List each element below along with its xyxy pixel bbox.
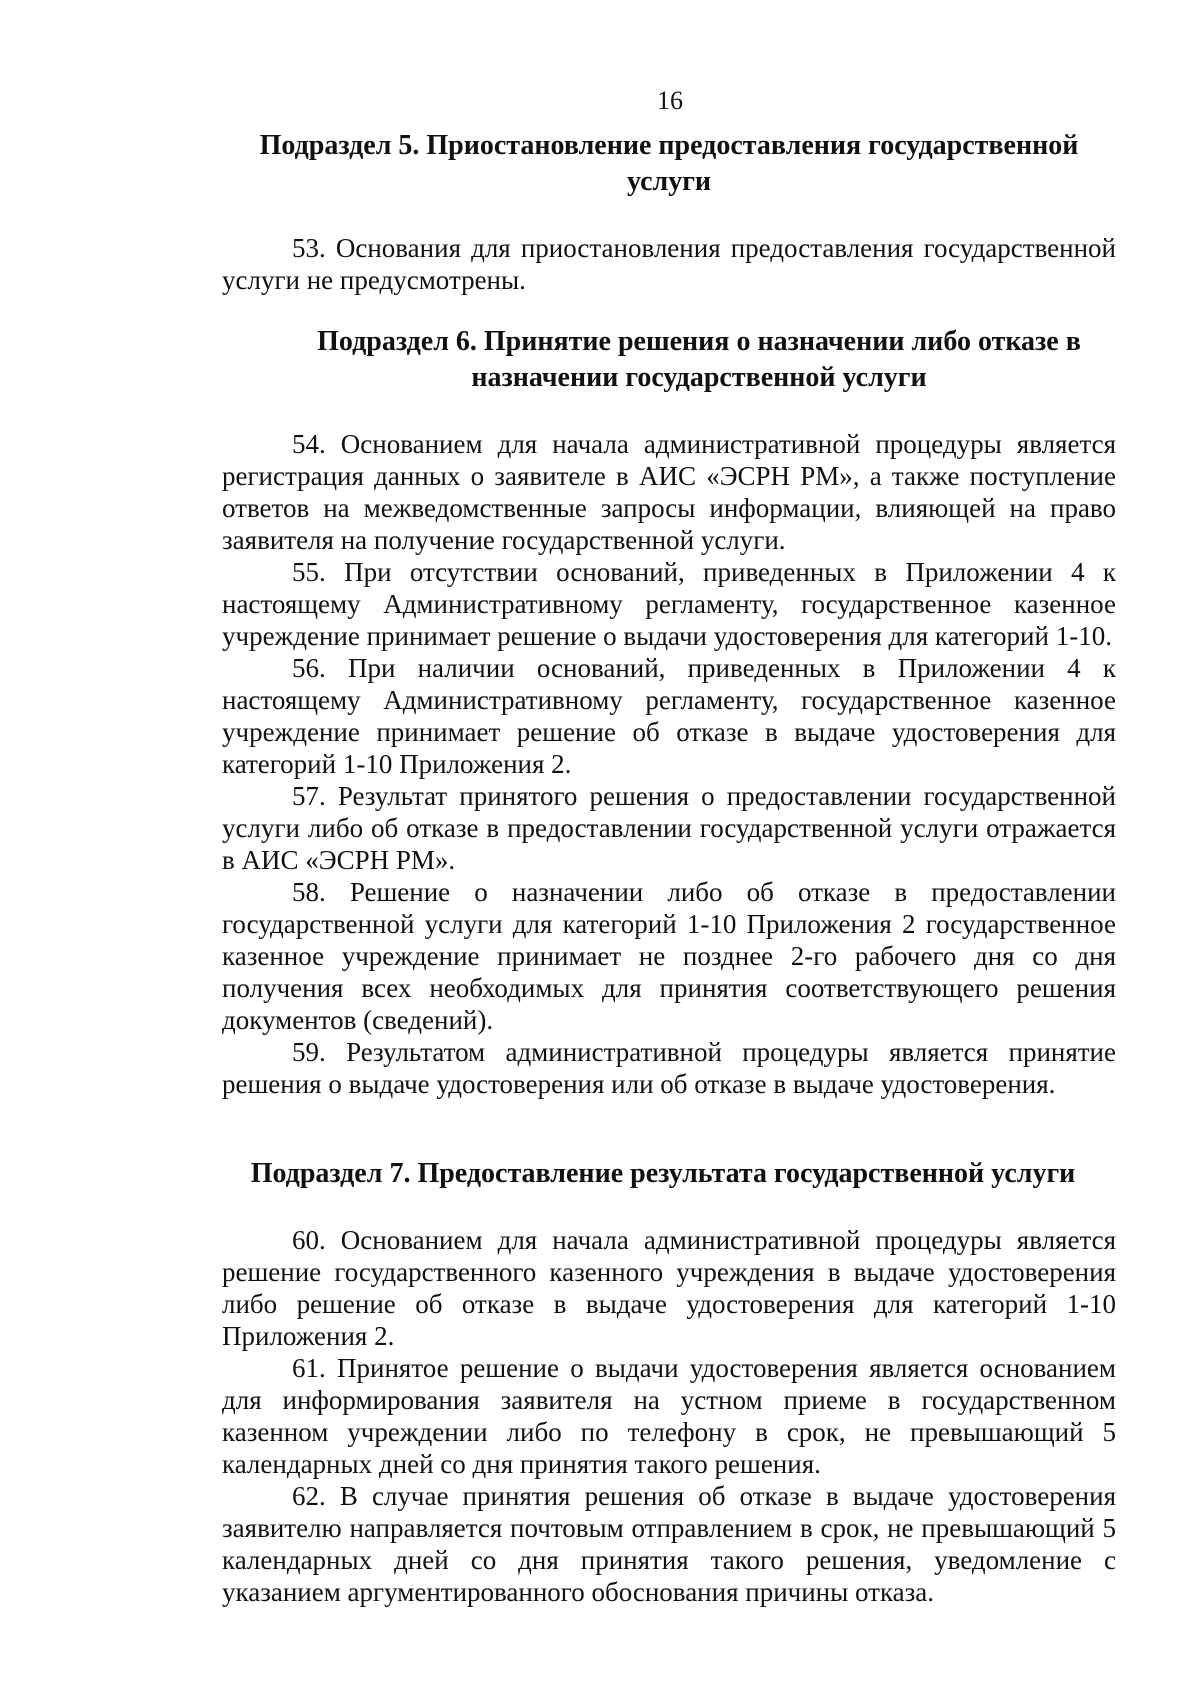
subsection-7 xyxy=(222,1156,1116,1608)
page-number: 16 xyxy=(657,86,683,115)
subsection-7-paragraphs xyxy=(222,1224,1116,1608)
paragraph-60: 60. Основанием для начала административной процедуры является решение государственного казенного учреждения в выдаче удостоверения либо решение об отказе в выдаче удостоверения для категорий 1-10 Приложения 2. xyxy=(222,1225,1116,1351)
paragraph-59: 59. Результатом административной процедуры является принятие решения о выдаче удостоверения или об отказе в выдаче удостоверения. xyxy=(222,1037,1116,1099)
paragraph-56: 56. При наличии оснований, приведенных в Приложении 4 к настоящему Административному регламенту, государственное казенное учреждение принимает решение об отказе в выдаче удостоверения для категорий 1-10 Приложения 2. xyxy=(222,653,1116,779)
subsection-6-title: Подраздел 6. Принятие решения о назначении либо отказе в назначении государственной услуги xyxy=(317,326,1081,393)
subsection-5-paragraphs xyxy=(222,232,1116,296)
subsection-7-title: Подраздел 7. Предоставление результата государственной услуги xyxy=(250,1158,1076,1189)
paragraph-57: 57. Результат принятого решения о предоставлении государственной услуги либо об отказе в предоставлении государственной услуги отражается в АИС «ЭСРН РМ». xyxy=(222,781,1116,875)
subsection-6 xyxy=(222,324,1116,1100)
paragraph-54: 54. Основанием для начала административной процедуры является регистрация данных о заявителе в АИС «ЭСРН РМ», а также поступление ответов на межведомственные запросы информации, влияющей на право заявителя на получение государственной услуги. xyxy=(222,429,1116,555)
paragraph-62: 62. В случае принятия решения об отказе в выдаче удостоверения заявителю направляется почтовым отправлением в срок, не превышающий 5 календарных дней со дня принятия такого решения, уведомление с указанием аргументированного обоснования причины отказа. xyxy=(222,1481,1116,1607)
subsection-5-title: Подраздел 5. Приостановление предоставления государственной услуги xyxy=(259,130,1079,197)
paragraph-53: 53. Основания для приостановления предоставления государственной услуги не предусмотрены. xyxy=(222,233,1116,295)
paragraph-58: 58. Решение о назначении либо об отказе в предоставлении государственной услуги для категорий 1-10 Приложения 2 государственное казенное учреждение принимает не позднее 2-го рабочего дня со дня получения всех необходимых для принятия соответствующего решения документов (сведений). xyxy=(222,877,1116,1035)
document-body xyxy=(222,128,1116,1608)
paragraph-61: 61. Принятое решение о выдачи удостоверения является основанием для информирования заявителя на устном приеме в государственном казенном учреждении либо по телефону в срок, не превышающий 5 календарных дней со дня принятия такого решения. xyxy=(222,1353,1116,1479)
subsection-5 xyxy=(222,128,1116,296)
subsection-6-paragraphs xyxy=(222,428,1116,1100)
paragraph-55: 55. При отсутствии оснований, приведенных в Приложении 4 к настоящему Административному регламенту, государственное казенное учреждение принимает решение о выдачи удостоверения для категорий 1-10. xyxy=(222,557,1116,651)
